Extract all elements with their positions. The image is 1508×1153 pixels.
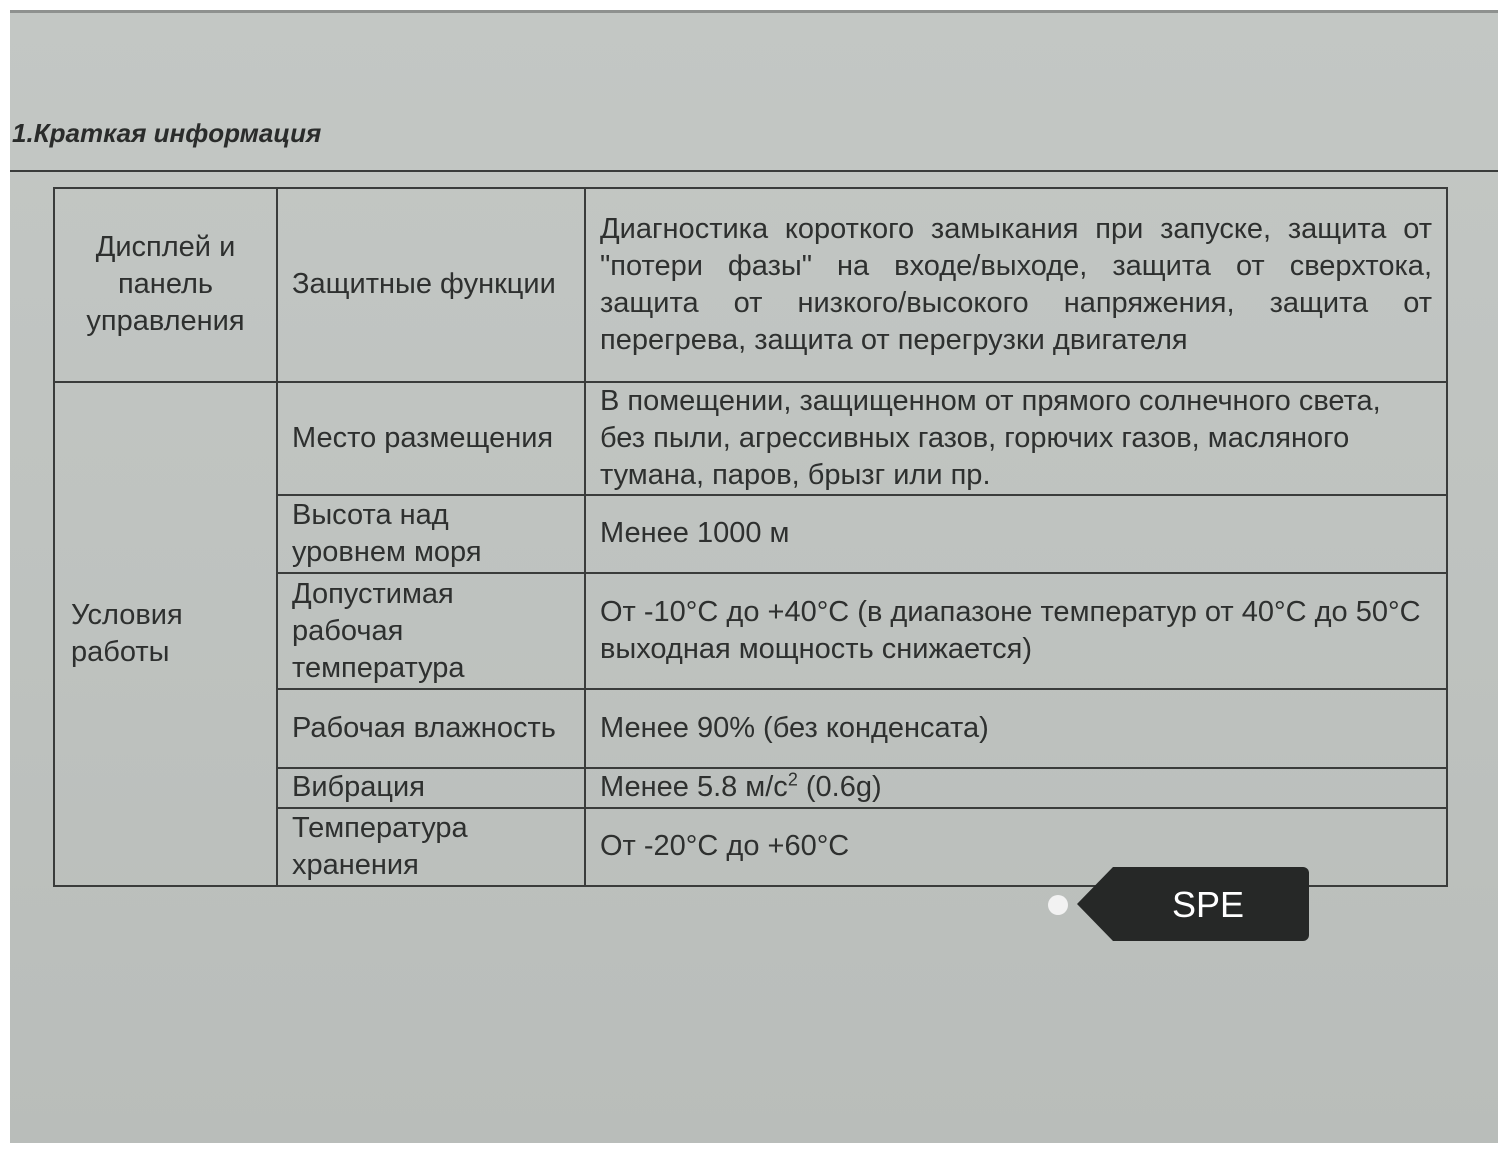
specification-table	[53, 187, 1448, 887]
section-title: 1.Краткая информация	[12, 118, 322, 148]
altitude-label: Высота над уровнем моря	[277, 495, 585, 573]
vibration-value-main: Менее 5.8 м/с	[600, 771, 788, 804]
protective-functions-label: Защитные функции	[277, 188, 585, 382]
humidity-value: Менее 90% (без конденсата)	[585, 689, 1447, 767]
operating-temperature-value: От -10°C до +40°C (в диапазоне температур от 40°C до 50°C выходная мощность снижается)	[585, 573, 1447, 689]
title-divider	[10, 170, 1498, 172]
vibration-label: Вибрация	[277, 768, 585, 808]
storage-temperature-label: Температура хранения	[277, 808, 585, 886]
display-panel-cell: Дисплей и панель управления	[54, 188, 277, 382]
table-row	[54, 382, 1447, 495]
altitude-value: Менее 1000 м	[585, 495, 1447, 573]
spe-tag-label: SPE	[1171, 884, 1245, 925]
placement-value: В помещении, защищенном от прямого солнечного света, без пыли, агрессивных газов, горючих газов, масляного тумана, паров, брызг или пр.	[585, 382, 1447, 495]
protective-functions-value: Диагностика короткого замыкания при запуске, защита от "потери фазы" на входе/выходе, защита от сверхтока, защита от низкого/высокого напряжения, защита от перегрева, защита от перегрузки двигателя	[585, 188, 1447, 382]
operating-temperature-label: Допустимая рабочая температура	[277, 573, 585, 689]
annotation-dot-icon	[1048, 895, 1068, 915]
page-top-edge	[10, 10, 1498, 13]
storage-temperature-value: От -20°C до +60°C	[585, 808, 1447, 886]
table-row	[54, 188, 1447, 382]
operating-conditions-cell: Условия работы	[54, 382, 277, 886]
vibration-value	[585, 768, 1447, 808]
vibration-value-note: (0.6g)	[797, 771, 882, 804]
humidity-label: Рабочая влажность	[277, 689, 585, 767]
placement-label: Место размещения	[277, 382, 585, 495]
vibration-value-exponent: 2	[787, 769, 798, 790]
